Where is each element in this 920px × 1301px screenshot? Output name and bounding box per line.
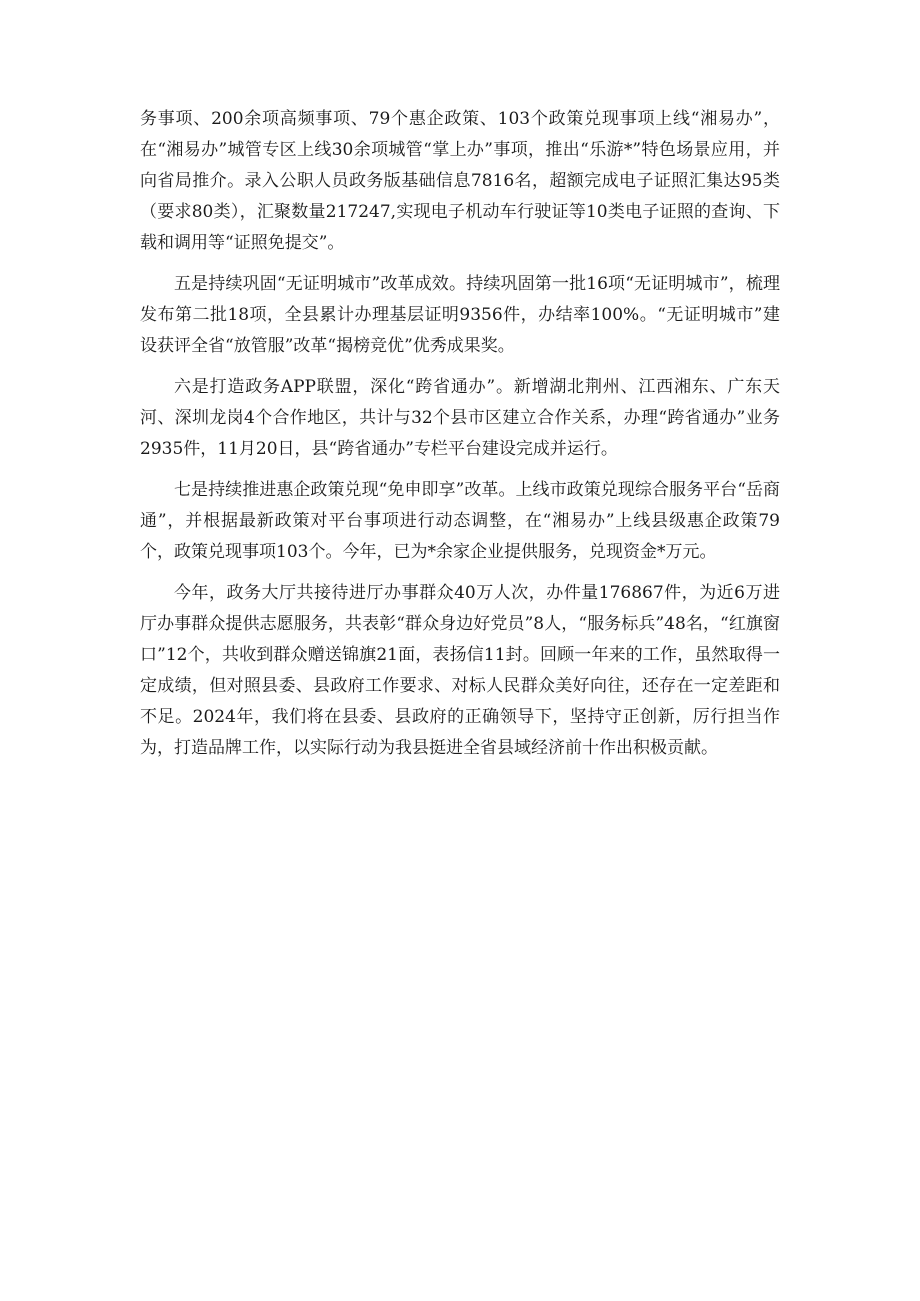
paragraph-6: 六是打造政务APP联盟，深化“跨省通办”。新增湖北荆州、江西湘东、广东天河、深圳龙岗4个合作地区，共计与32个县市区建立合作关系，办理“跨省通办”业务2935件，11月20日，县“跨省通办”专栏平台建设完成并运行。	[140, 377, 780, 459]
paragraph-continued: 务事项、200余项高频事项、79个惠企政策、103个政策兑现事项上线“湘易办”，在“湘易办”城管专区上线30余项城管“掌上办”事项，推出“乐游*”特色场景应用，并向省局推介。录入公职人员政务版基础信息7816名，超额完成电子证照汇集达95类（要求80类），汇聚数量217247,实现电子机动车行驶证等10类电子证照的查询、下载和调用等“证照免提交”。	[140, 109, 780, 253]
paragraph-7: 七是持续推进惠企政策兑现“免申即享”改革。上线市政策兑现综合服务平台“岳商通”，并根据最新政策对平台事项进行动态调整，在“湘易办”上线县级惠企政策79个，政策兑现事项103个。今年，已为*余家企业提供服务，兑现资金*万元。	[140, 480, 780, 562]
paragraph-5: 五是持续巩固“无证明城市”改革成效。持续巩固第一批16项“无证明城市”，梳理发布第二批18项，全县累计办理基层证明9356件，办结率100%。“无证明城市”建设获评全省“放管服”改革“揭榜竞优”优秀成果奖。	[140, 274, 780, 356]
document-body	[140, 104, 780, 774]
paragraph-summary: 今年，政务大厅共接待进厅办事群众40万人次，办件量176867件，为近6万进厅办事群众提供志愿服务，共表彰“群众身边好党员”8人，“服务标兵”48名，“红旗窗口”12个，共收到群众赠送锦旗21面，表扬信11封。回顾一年来的工作，虽然取得一定成绩，但对照县委、县政府工作要求、对标人民群众美好向往，还存在一定差距和不足。2024年，我们将在县委、县政府的正确领导下，坚持守正创新，厉行担当作为，打造品牌工作，以实际行动为我县挺进全省县域经济前十作出积极贡献。	[140, 583, 780, 758]
